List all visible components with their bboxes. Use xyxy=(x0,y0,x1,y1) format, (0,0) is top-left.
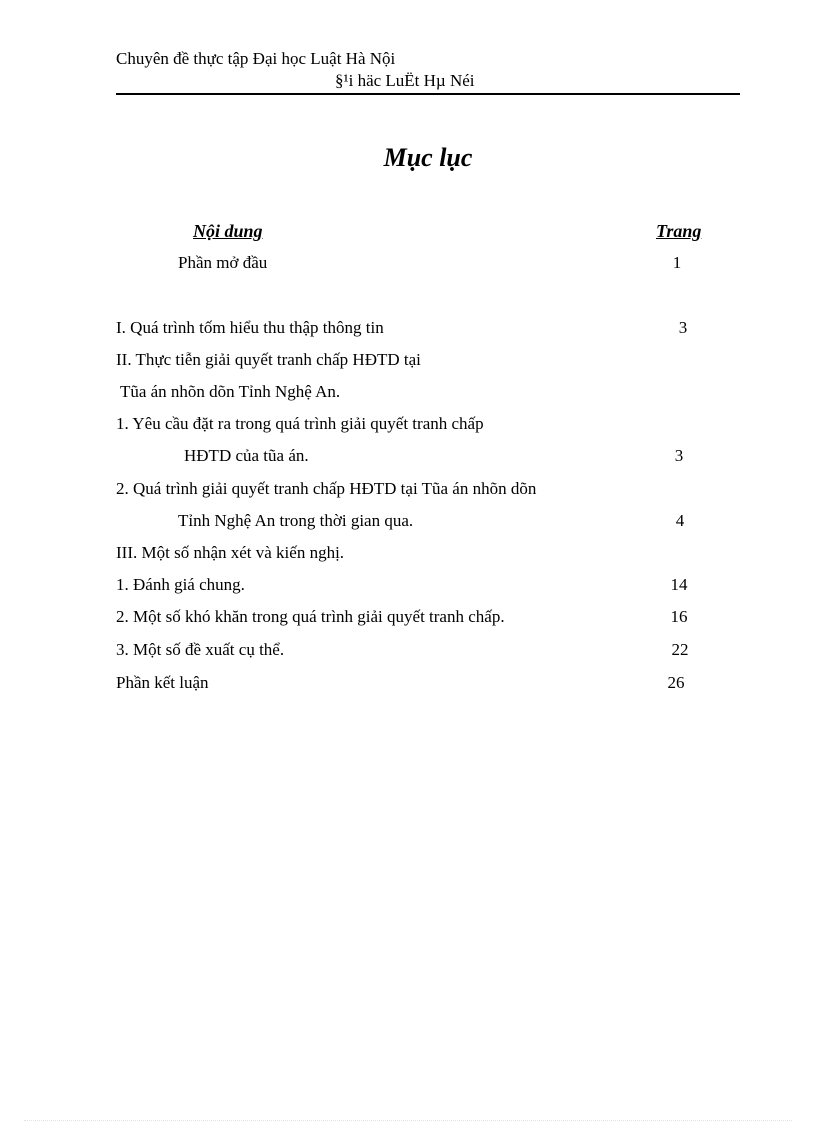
running-header-line2: §¹i häc LuËt Hµ Néi xyxy=(335,71,475,90)
toc-entry-text: 3. Một số đề xuất cụ thể. xyxy=(116,640,285,659)
toc-entry-text: 1. Đánh giá chung. xyxy=(116,575,245,594)
toc-entry-page: 3 xyxy=(674,446,684,465)
toc-entry-text: I. Quá trình tốm hiểu thu thập thông tin xyxy=(116,318,384,337)
header-rule xyxy=(116,93,740,95)
toc-entry-text: 2. Quá trình giải quyết tranh chấp HĐTD tại Tũa án nhõn dõn xyxy=(116,479,537,498)
toc-entry-text: Phần kết luận xyxy=(116,673,209,692)
toc-entry-text: Phần mở đầu xyxy=(178,253,268,272)
toc-entry-page: 26 xyxy=(667,673,685,692)
toc-entry-text: II. Thực tiễn giải quyết tranh chấp HĐTD tại xyxy=(116,350,421,369)
page-bottom-edge xyxy=(24,1120,792,1121)
toc-entry-page: 16 xyxy=(670,607,688,626)
toc-entry-text: Tỉnh Nghệ An trong thời gian qua. xyxy=(178,511,414,530)
page-title: Mục lục xyxy=(383,143,473,172)
toc-entry-page: 4 xyxy=(675,511,685,530)
toc-entry-text: 1. Yêu cầu đặt ra trong quá trình giải quyết tranh chấp xyxy=(116,414,484,433)
toc-entry-text: III. Một số nhận xét và kiến nghị. xyxy=(116,543,345,562)
toc-entry-page: 22 xyxy=(671,640,689,659)
running-header-line1: Chuyên đề thực tập Đại học Luật Hà Nội xyxy=(116,49,396,68)
toc-entry-page: 3 xyxy=(678,318,688,337)
toc-entry-text: Tũa án nhõn dõn Tỉnh Nghệ An. xyxy=(116,382,341,401)
toc-entry-text: 2. Một số khó khăn trong quá trình giải quyết tranh chấp. xyxy=(116,607,505,626)
toc-entry-text: HĐTD của tũa án. xyxy=(184,446,309,465)
column-header-page: Trang xyxy=(656,221,702,241)
toc-entry-page: 14 xyxy=(670,575,688,594)
column-header-content: Nội dung xyxy=(193,221,263,241)
toc-entry-page: 1 xyxy=(672,253,682,272)
